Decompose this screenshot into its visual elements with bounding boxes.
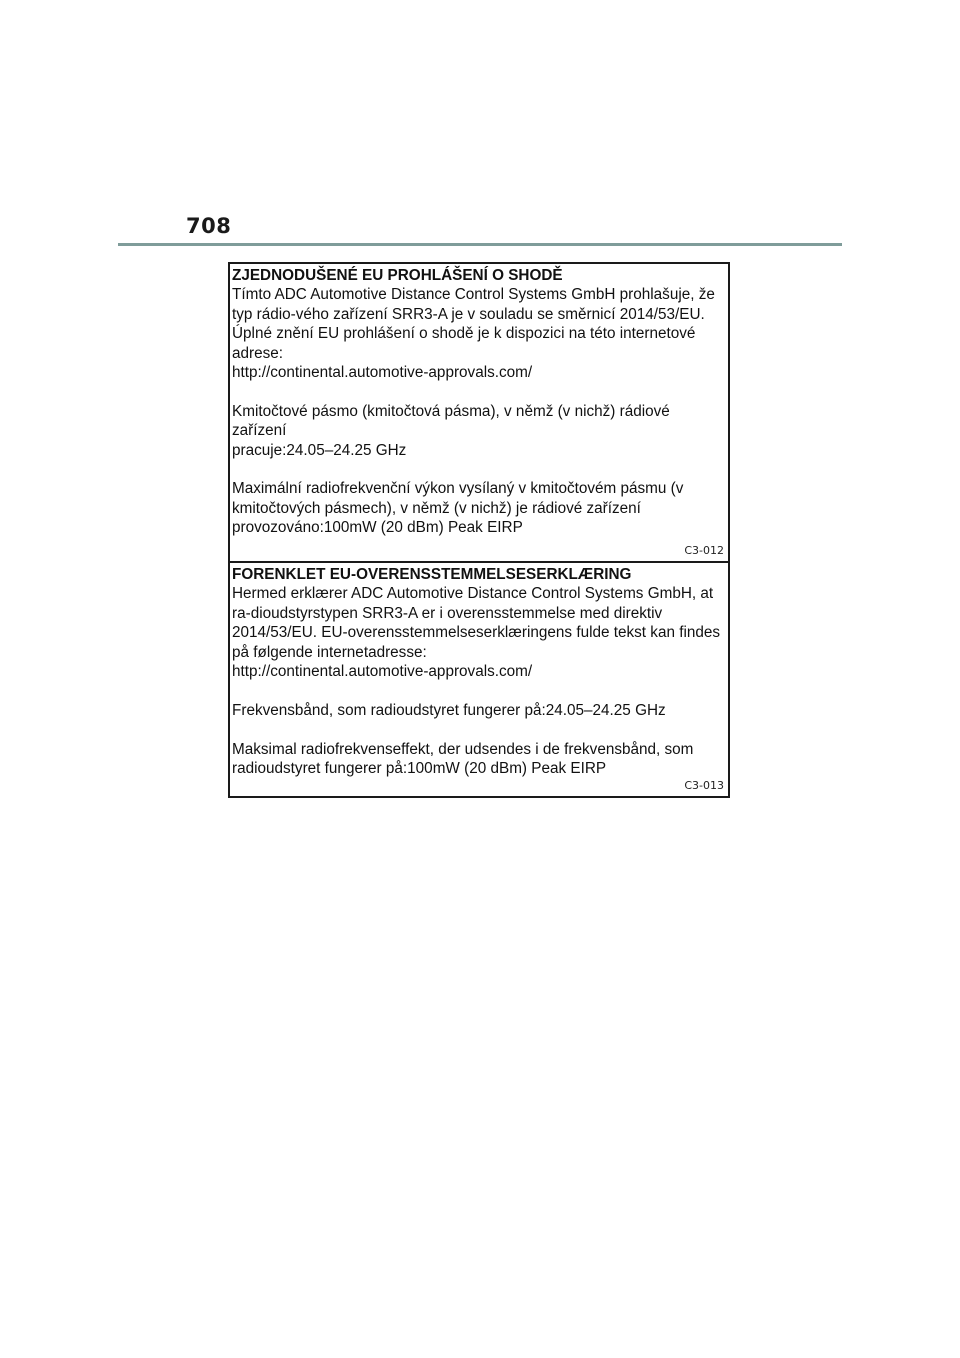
section-code-label: C3-013: [684, 779, 724, 792]
section-title: FORENKLET EU-OVERENSSTEMMELSESERKLÆRING: [232, 566, 632, 583]
text-line: på følgende internetadresse:: [232, 643, 427, 661]
text-line: Frekvensbånd, som radioudstyret fungerer på:24.05–24.25 GHz: [232, 701, 666, 719]
paragraph-gap: [232, 460, 728, 479]
text-line: Maksimal radiofrekvenseffekt, der udsendes i de frekvensbånd, som: [232, 740, 694, 758]
page-number: 708: [186, 214, 232, 238]
url-text: http://continental.automotive-approvals.com/: [232, 364, 533, 382]
czech-declaration-body: [232, 266, 728, 538]
paragraph-gap: [232, 720, 728, 739]
text-line: pracuje:24.05–24.25 GHz: [232, 441, 407, 459]
text-line: typ rádio-vého zařízení SRR3-A je v souladu se směrnicí 2014/53/EU.: [232, 305, 705, 323]
text-line: 2014/53/EU. EU-overensstemmelseserklæringens fulde tekst kan findes: [232, 624, 721, 642]
text-line: ra-dioudstyrstypen SRR3-A er i overensstemmelse med direktiv: [232, 604, 663, 622]
text-line: provozováno:100mW (20 dBm) Peak EIRP: [232, 519, 523, 537]
danish-declaration-body: [232, 565, 728, 778]
section-code-label: C3-012: [684, 544, 724, 557]
text-line: adrese:: [232, 344, 284, 362]
text-line: Úplné znění EU prohlášení o shodě je k dispozici na této internetové: [232, 325, 696, 343]
header-rule: [118, 243, 842, 246]
text-line: radioudstyret fungerer på:100mW (20 dBm) Peak EIRP: [232, 760, 607, 778]
url-text: http://continental.automotive-approvals.com/: [232, 663, 533, 681]
paragraph-gap: [232, 382, 728, 401]
conformity-notice-box: [228, 262, 730, 798]
text-line: Maximální radiofrekvenční výkon vysílaný v kmitočtovém pásmu (v: [232, 480, 684, 498]
text-line: Hermed erklærer ADC Automotive Distance Control Systems GmbH, at: [232, 585, 714, 603]
danish-declaration-section: [230, 563, 728, 796]
section-title: ZJEDNODUŠENÉ EU PROHLÁŠENÍ O SHODĚ: [232, 267, 563, 284]
text-line: Tímto ADC Automotive Distance Control Systems GmbH prohlašuje, že: [232, 286, 715, 304]
text-line: Kmitočtové pásmo (kmitočtová pásma), v němž (v nichž) rádiové zařízení: [232, 402, 670, 440]
czech-declaration-section: [230, 264, 728, 563]
paragraph-gap: [232, 681, 728, 700]
text-line: kmitočtových pásmech), v němž (v nichž) je rádiové zařízení: [232, 499, 641, 517]
